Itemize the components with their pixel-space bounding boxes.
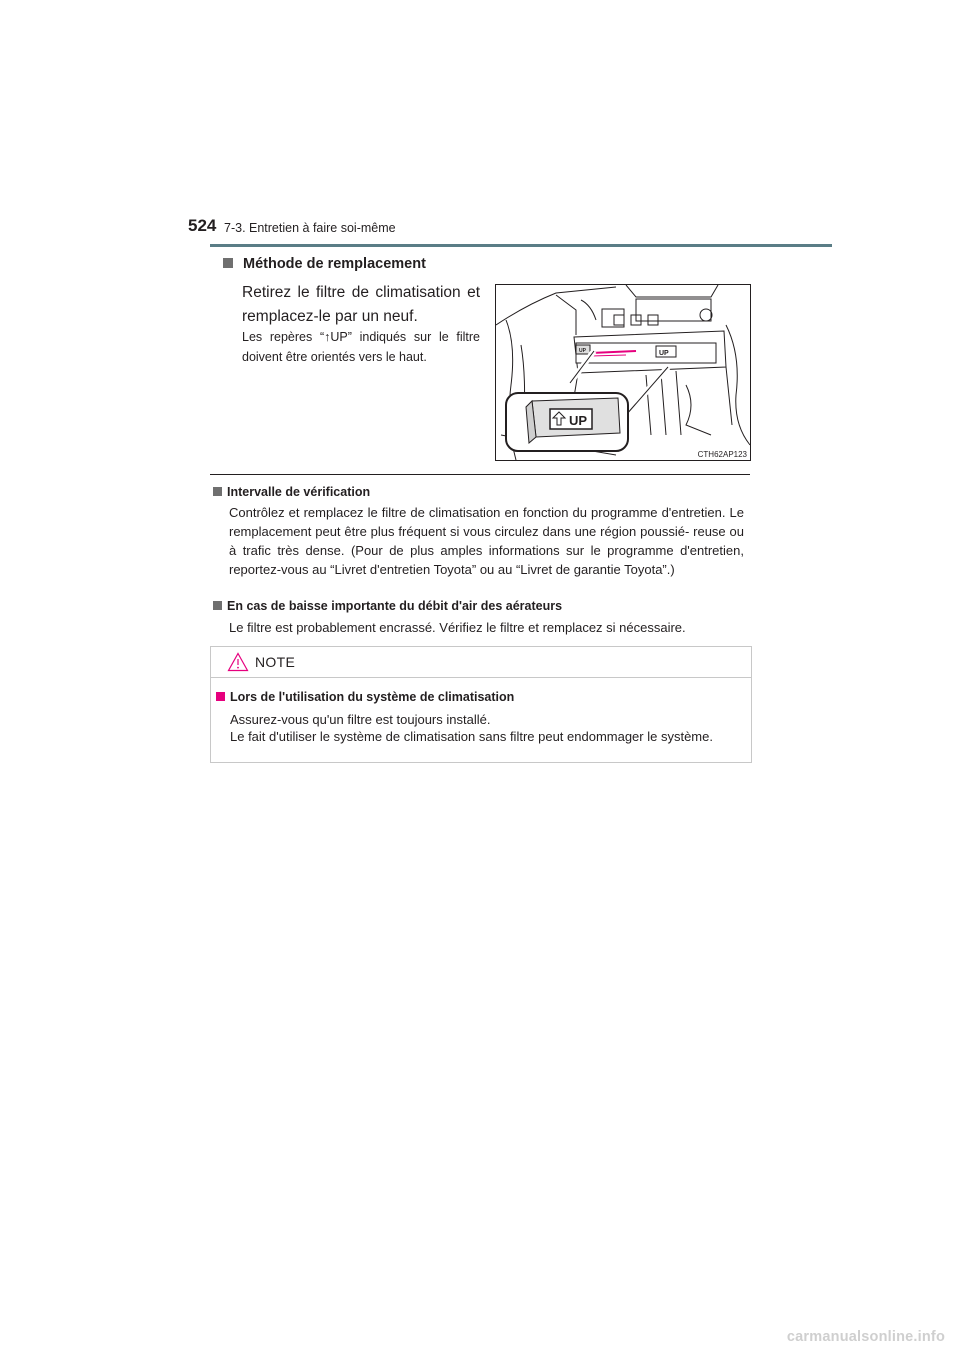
- note-line-2: Le fait d'utiliser le système de climatisation sans filtre peut endommager le système.: [230, 729, 713, 744]
- chapter-title: 7-3. Entretien à faire soi-même: [224, 221, 396, 235]
- info-heading-airflow: [213, 599, 562, 613]
- filter-up-label-right: UP: [659, 350, 669, 357]
- info-heading-text: Intervalle de vérification: [227, 485, 371, 499]
- section-divider: [210, 474, 750, 475]
- info-body-airflow: Le filtre est probablement encrassé. Vérifiez le filtre et remplacez si nécessaire.: [229, 620, 686, 635]
- step-note: Les repères “↑UP” indiqués sur le filtre doivent être orientés vers le haut.: [242, 330, 480, 364]
- callout-up-label: UP: [569, 413, 588, 428]
- header-rule: [210, 244, 832, 247]
- step-text: Retirez le filtre de climatisation et remplacez-le par un neuf.: [242, 284, 480, 325]
- note-line-1: Assurez-vous qu'un filtre est toujours installé.: [230, 712, 491, 727]
- note-header: [211, 647, 751, 678]
- note-heading: [216, 690, 514, 704]
- section-title: [223, 256, 426, 272]
- figure-code: CTH62AP123: [697, 450, 747, 459]
- section-square-icon: [223, 258, 233, 268]
- section-title-text: Méthode de remplacement: [243, 256, 426, 272]
- watermark: carmanualsonline.info: [786, 1329, 945, 1345]
- filter-up-label-left: UP: [579, 348, 586, 354]
- page-number: 524: [188, 216, 217, 235]
- note-label: NOTE: [255, 654, 296, 670]
- info-heading-text: En cas de baisse importante du débit d'air des aérateurs: [227, 599, 563, 613]
- note-square-icon: [216, 692, 225, 701]
- note-heading-text: Lors de l'utilisation du système de climatisation: [230, 690, 515, 704]
- info-body-interval: Contrôlez et remplacez le filtre de climatisation en fonction du programme d'entretien. Le remplacement peut être plus fréquent si vous circulez dans une région poussié- reuse ou à trafic très dense. (Pour de plus amples informations sur le programme d'entretien, reportez-vous au “Livret d'entretien Toyota” ou au “Livret de garantie Toyota”.): [229, 505, 744, 577]
- note-box: [210, 646, 752, 763]
- warning-triangle-icon: [227, 652, 249, 672]
- info-square-icon: [213, 601, 222, 610]
- info-heading-interval: [213, 485, 370, 499]
- filter-illustration: [495, 284, 751, 461]
- info-square-icon: [213, 487, 222, 496]
- filter-drawing: [496, 285, 750, 460]
